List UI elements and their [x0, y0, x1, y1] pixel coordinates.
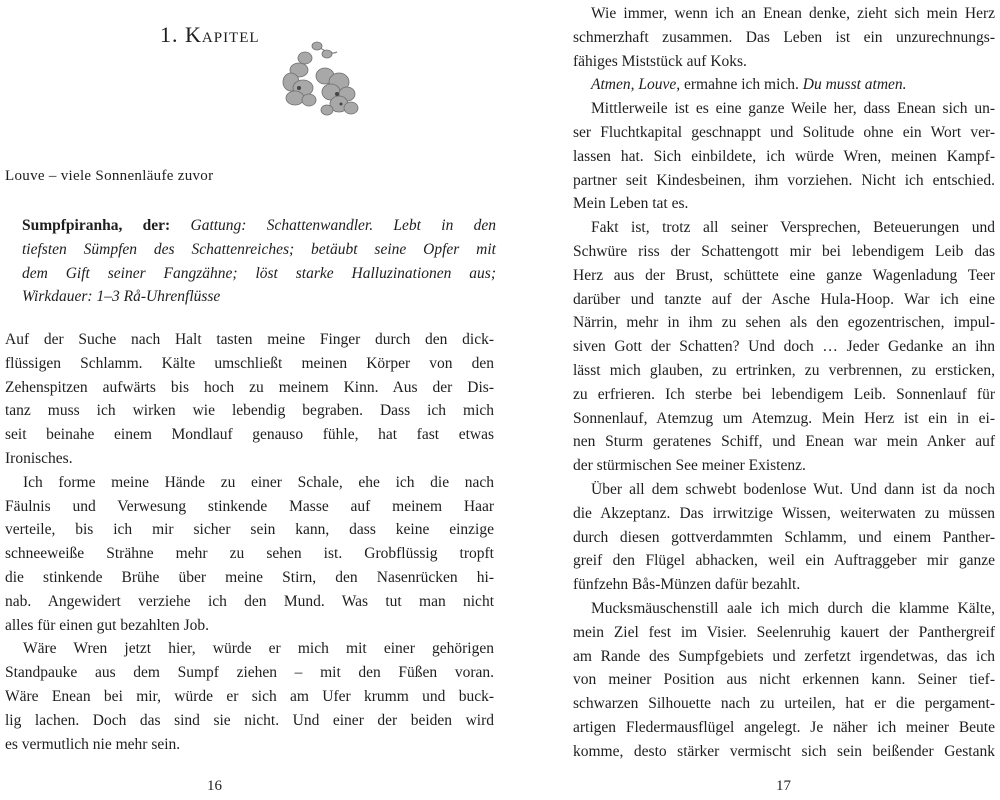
text-line: am Rande des Sumpfgebiets und zerfetzt irgendetwas, das ich — [573, 647, 995, 665]
text-line: ser Fluchtkapital geschnappt und Solitude ohne ein Wort ver- — [573, 123, 995, 141]
page-number-right: 17 — [776, 778, 791, 794]
text-line: durch diesen gottverdammten Schlamm, und einem Panther- — [573, 528, 995, 546]
text-line: schneeweiße Strähne mehr zu sehen ist. Grobflüssig tropft — [5, 545, 494, 563]
glossary-line: tiefsten Sümpfen des Schattenreiches; betäubt seine Opfer mit — [22, 240, 496, 258]
text-line: Atmen, Louve, ermahne ich mich. Du musst atmen. — [591, 76, 907, 94]
right-body-text — [573, 2, 995, 764]
text-line: Mittlerweile ist es eine ganze Weile her, dass Enean sich un- — [591, 100, 995, 118]
text-line: komme, desto stärker vermischt sich sein beißender Gestank — [573, 742, 995, 760]
text-line: Närrin, mehr in ihm zu sehen als den egozentrischen, impul- — [573, 314, 995, 332]
text-line: greif den Flügel abhacken, weil ein Auftraggeber mir ganze — [573, 552, 995, 570]
text-line: lassen hat. Sich einbildete, ich würde Wren, meinen Kampf- — [573, 147, 995, 165]
text-line: schmerzhaft zusammen. Das Leben ist ein unzurechnungs- — [573, 28, 995, 46]
text-line: partner seit Kindesbeinen, ihm vorziehen. Nicht ich entschied. — [573, 171, 995, 189]
text-line: Standpauke aus dem Sumpf ziehen – mit den Füßen voran. — [5, 664, 494, 682]
text-line: seit beinahe einem Mondlauf genauso fühle, hat fast etwas — [5, 426, 494, 444]
text-line: Wäre Enean bei mir, würde er sich am Ufer krumm und buck- — [5, 687, 494, 705]
pov-subtitle: Louve – viele Sonnenläufe zuvor — [5, 168, 214, 184]
text-line: verteile, bis ich mir sicher sein kann, dass keine einzige — [5, 521, 494, 539]
chapter-title: 1. Kapitel — [160, 22, 260, 47]
orchid-flower-icon — [265, 38, 365, 128]
text-line: der stürmischen See meiner Existenz. — [573, 457, 806, 475]
text-line: alles für einen gut bezahlten Job. — [5, 616, 210, 634]
text-line: Fakt ist, trotz all seiner Versprechen, Beteuerungen und — [591, 219, 995, 237]
page-number-left: 16 — [207, 778, 222, 794]
glossary-line: dem Gift seiner Fangzähne; löst starke Halluzinationen aus; — [22, 264, 496, 282]
text-line: Herz aus der Brust, schüttete eine ganze Wagenladung Teer — [573, 266, 995, 284]
text-line: nab. Angewidert verziehe ich den Mund. Was tut man nicht — [5, 592, 494, 610]
text-line: Mucksmäuschenstill aale ich mich durch die klamme Kälte, — [591, 599, 995, 617]
text-line: fähiges Miststück auf Koks. — [573, 52, 747, 70]
text-line: tanz muss ich wirken wie lebendig begraben. Dass ich mich — [5, 402, 494, 420]
text-line: Mein Leben tat es. — [573, 195, 689, 213]
text-line: die stinkende Brühe über meine Stirn, den Nasenrücken hi- — [5, 568, 494, 586]
text-line: Wäre Wren jetzt hier, würde er mich mit einer gehörigen — [23, 640, 494, 658]
text-line: Fäulnis und Verwesung stinkende Masse auf meinem Haar — [5, 497, 494, 515]
text-line: Sonnenlauf, Atemzug um Atemzug. Mein Herz ist ein in ei- — [573, 409, 995, 427]
text-line: flüssigen Schlamm. Kälte umschließt meinen Körper von den — [5, 354, 494, 372]
glossary-line: Wirkdauer: 1–3 Rå-Uhrenflüsse — [22, 288, 221, 306]
text-line: artigen Fledermausflügel angelegt. Je näher ich meiner Beute — [573, 718, 995, 736]
text-line: fünfzehn Bås-Münzen dafür bezahlt. — [573, 576, 801, 594]
text-line: Schwüre riss der Schattengott mir bei lebendigem Leib das — [573, 242, 995, 260]
glossary-entry — [22, 214, 496, 309]
text-line: zu erfrieren. Ich sterbe bei lebendigem Leib. Sonnenlauf für — [573, 385, 995, 403]
glossary-line: Sumpfpiranha, der: Gattung: Schattenwandler. Lebt in den — [22, 217, 496, 234]
text-line: die Akzeptanz. Das irrwitzige Wissen, weiterwaten zu müssen — [573, 504, 995, 522]
text-line: mein Ziel fest im Visier. Seelenruhig kauert der Panthergreif — [573, 623, 995, 641]
text-line: siven Gott der Schatten? Und doch … Jeder Gedanke an ihn — [573, 338, 995, 356]
text-line: lig lachen. Doch das sind sie nicht. Und einer der beiden wird — [5, 711, 494, 729]
text-line: Ironisches. — [5, 449, 73, 467]
text-line: Wie immer, wenn ich an Enean denke, zieht sich mein Herz — [591, 5, 995, 22]
text-line: schwarzen Silhouette nach zu urteilen, hat er die pergament- — [573, 695, 995, 713]
text-line: es vermutlich nie mehr sein. — [5, 735, 181, 753]
text-line: Zehenspitzen aufwärts bis hoch zu meinem Kinn. Aus der Dis- — [5, 378, 494, 396]
text-line: nen Sturm geratenes Schiff, und Enean war mein Anker auf — [573, 433, 995, 451]
text-line: Über all dem schwebt bodenlose Wut. Und dann ist da noch — [591, 480, 995, 498]
text-line: Ich forme meine Hände zu einer Schale, ehe ich die nach — [23, 473, 494, 491]
text-line: von meiner Position aus nicht erkennen kann. Seiner tief- — [573, 671, 995, 689]
text-line: Auf der Suche nach Halt tasten meine Finger durch den dick- — [5, 331, 494, 348]
text-line: darüber und tanzte auf der Asche Hula-Hoop. War ich eine — [573, 290, 995, 308]
left-body-text — [5, 328, 494, 756]
glossary-term: Sumpfpiranha, der: — [22, 217, 171, 234]
text-line: lässt mich glauben, zu ertrinken, zu verbrennen, zu ersticken, — [573, 361, 995, 379]
